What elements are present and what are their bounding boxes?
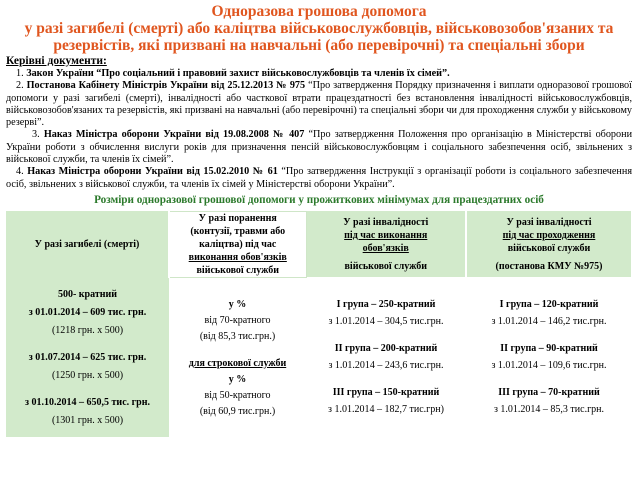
- cell-death: 500- кратний з 01.01.2014 – 609 тис. грн. (1218 грн. х 500) з 01.07.2014 – 625 тис. грн. (1250 грн. х 500) з 01.10.2014 – 650,5 тис. грн. (1301 грн. х 500): [6, 277, 169, 437]
- payments-table: [6, 211, 633, 438]
- document-item-4: 4. Наказ Міністра оборони України від 15.02.2010 № 61 “Про затвердження Інструкції з організації роботи із соціального забезпечення осіб, звільнених з військової служби, та членів їх сімей у Міністерстві оборони України”.: [6, 166, 633, 190]
- document-item-1: 1. Закон України “Про соціальний і правовий захист військовослужбовців та членів їх сімей”.: [16, 68, 450, 79]
- key-documents-heading: Керівні документи:: [6, 55, 107, 67]
- cell-injury: у % від 70-кратного (від 85,3 тис.грн.) для строкової служби у % від 50-кратного (від 60,9 тис.грн.): [169, 277, 306, 437]
- cell-disability-duty: І група – 250-кратний з 1.01.2014 – 304,5 тис.грн. ІІ група – 200-кратний з 1.01.2014 – 243,6 тис.грн. ІІІ група – 150-кратний з 1.01.2014 – 182,7 тис.грн): [306, 277, 466, 437]
- document-list: [0, 68, 638, 191]
- document-text: “Про затвердження Положення про організацію в Міністерстві оборони України роботи з обчислення вислуги років для призначення пенсій військовослужбовцям і соціального забезпечення осіб, звільнених з військової служби, та членів їх сімей”.: [6, 129, 633, 166]
- document-name: Закон України “Про соціальний і правовий захист військовослужбовців та членів їх сімей”.: [26, 68, 450, 79]
- header-injury: У разі поранення (контузії, травми або каліцтва) під час виконання обов'язків військової служби: [169, 211, 306, 277]
- document-text: “Про затвердження Інструкції з організації роботи із соціального забезпечення осіб, звільнених з військової служби, та членів їх сімей у Міністерстві оборони України”.: [6, 166, 633, 190]
- document-item-3: 3. Наказ Міністра оборони України від 19.08.2008 № 407 “Про затвердження Положення про організацію в Міністерстві оборони України роботи з обчислення вислуги років для призначення пенсій військовослужбовцям і соціального забезпечення осіб, звільнених з військової служби, та членів їх сімей”.: [6, 129, 633, 166]
- table-row: [6, 277, 632, 437]
- title-line-2: у разі загибелі (смерті) або каліцтва військовослужбовців, військовозобов'язаних та: [24, 20, 614, 37]
- header-disability-duty: У разі інвалідності під час виконання обов'язків військової служби: [306, 211, 466, 277]
- document-name: Постанова Кабінету Міністрів України від 25.12.2013 № 975: [26, 80, 306, 92]
- title-line-1: Одноразова грошова допомога: [211, 3, 427, 20]
- document-text: “Про затвердження Порядку призначення і виплати одноразової грошової допомоги у разі загибелі (смерті), інвалідності або часткової втрати працездатності без встановлення інвалідності військовослужбовців, військовозобов'язаних та резервістів, які призвані на навчальні (або перевірочні) та спеціальні збори чи для проходження служби у військовому резерві”.: [6, 80, 632, 129]
- cell-disability-service: І група – 120-кратний з 1.01.2014 – 146,2 тис.грн. ІІ група – 90-кратний з 1.01.2014 – 109,6 тис.грн. ІІІ група – 70-кратний з 1.01.2014 – 85,3 тис.грн.: [466, 277, 632, 437]
- header-death: У разі загибелі (смерті): [6, 211, 169, 277]
- document-name: Наказ Міністра оборони України від 15.02.2010 № 61: [27, 166, 278, 178]
- table-subtitle: Розміри одноразової грошової допомоги у прожиткових мінімумах для працездатних осіб: [94, 193, 544, 206]
- title-line-3: резервістів, які призвані на навчальні (або перевірочні) та спеціальні збори: [53, 37, 585, 54]
- page-title: [0, 3, 638, 54]
- header-disability-service: У разі інвалідності під час проходження військової служби (постанова КМУ №975): [466, 211, 632, 277]
- document-item-2: 2. Постанова Кабінету Міністрів України від 25.12.2013 № 975 “Про затвердження Порядку призначення і виплати одноразової грошової допомоги у разі загибелі (смерті), інвалідності або часткової втрати працездатності без встановлення інвалідності військовослужбовців, військовозобов'язаних та резервістів, які призвані на навчальні (або перевірочні) та спеціальні збори чи для проходження служби у військовому резерві”.: [6, 80, 632, 129]
- document-name: Наказ Міністра оборони України від 19.08.2008 № 407: [43, 129, 305, 141]
- table-header-row: [6, 211, 632, 277]
